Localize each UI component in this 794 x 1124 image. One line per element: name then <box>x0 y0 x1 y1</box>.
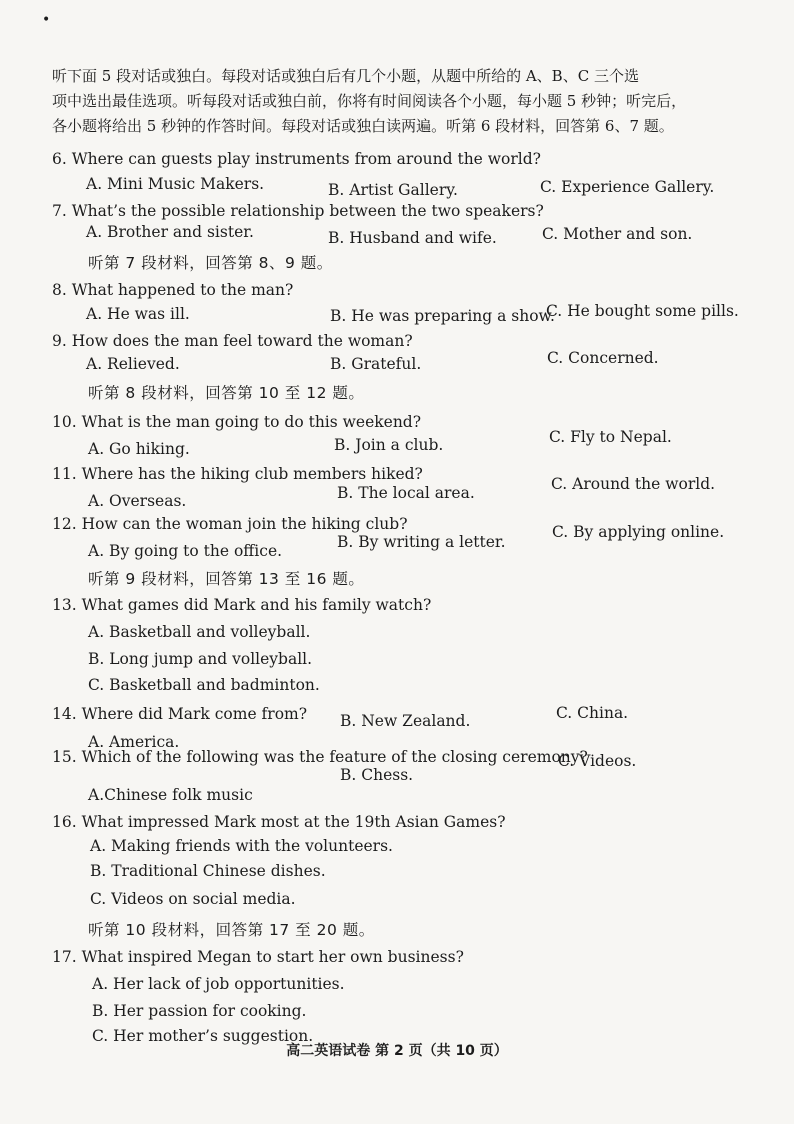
question-14: 14. Where did Mark come from? <box>52 705 308 723</box>
q9-option-b[interactable]: B. Grateful. <box>330 355 422 373</box>
q16-option-c[interactable]: C. Videos on social media. <box>90 890 296 908</box>
q17-option-b[interactable]: B. Her passion for cooking. <box>92 1002 307 1020</box>
q10-option-a[interactable]: A. Go hiking. <box>88 440 190 458</box>
question-6: 6. Where can guests play instruments from around the world? <box>52 150 541 168</box>
page-footer: 高二英语试卷 第 2 页（共 10 页） <box>286 1043 508 1059</box>
q8-option-b[interactable]: B. He was preparing a show. <box>330 307 555 325</box>
q6-option-a[interactable]: A. Mini Music Makers. <box>86 175 265 193</box>
instructions-line-2: 项中选出最佳选项。听每段对话或独白前，你将有时间阅读各个小题，每小题 5 秒钟；听完后， <box>52 92 687 110</box>
q16-option-b[interactable]: B. Traditional Chinese dishes. <box>90 862 326 880</box>
q12-option-b[interactable]: B. By writing a letter. <box>337 533 506 551</box>
q11-option-a[interactable]: A. Overseas. <box>88 492 187 510</box>
instructions-line-1: 听下面 5 段对话或独白。每段对话或独白后有几个小题，从题中所给的 A、B、C 三个选 <box>52 67 639 85</box>
section-9-heading: 听第 9 段材料，回答第 13 至 16 题。 <box>88 570 365 588</box>
question-10: 10. What is the man going to do this weekend? <box>52 413 422 431</box>
q15-option-b[interactable]: B. Chess. <box>340 766 414 784</box>
q11-option-b[interactable]: B. The local area. <box>337 484 475 502</box>
section-10-heading: 听第 10 段材料，回答第 17 至 20 题。 <box>88 921 375 939</box>
q12-option-a[interactable]: A. By going to the office. <box>88 542 283 560</box>
q10-option-b[interactable]: B. Join a club. <box>334 436 444 454</box>
q13-option-c[interactable]: C. Basketball and badminton. <box>88 676 320 694</box>
q13-option-a[interactable]: A. Basketball and volleyball. <box>88 623 311 641</box>
q12-option-c[interactable]: C. By applying online. <box>552 523 725 541</box>
q15-option-c[interactable]: C. Videos. <box>558 752 637 770</box>
question-13: 13. What games did Mark and his family watch? <box>52 596 432 614</box>
q7-option-b[interactable]: B. Husband and wife. <box>328 229 497 247</box>
q7-option-c[interactable]: C. Mother and son. <box>542 225 693 243</box>
q15-option-a[interactable]: A.Chinese folk music <box>88 786 253 804</box>
question-15: 15. Which of the following was the feature of the closing ceremony? <box>52 748 588 766</box>
q8-option-a[interactable]: A. He was ill. <box>86 305 190 323</box>
scan-mark: • <box>42 12 51 28</box>
section-7-heading: 听第 7 段材料，回答第 8、9 题。 <box>88 254 333 272</box>
question-11: 11. Where has the hiking club members hiked? <box>52 465 423 483</box>
question-12: 12. How can the woman join the hiking club? <box>52 515 408 533</box>
q7-option-a[interactable]: A. Brother and sister. <box>86 223 254 241</box>
q14-option-b[interactable]: B. New Zealand. <box>340 712 471 730</box>
question-9: 9. How does the man feel toward the woman? <box>52 332 413 350</box>
q9-option-c[interactable]: C. Concerned. <box>547 349 659 367</box>
q10-option-c[interactable]: C. Fly to Nepal. <box>549 428 672 446</box>
q14-option-a[interactable]: A. America. <box>88 733 180 751</box>
q9-option-a[interactable]: A. Relieved. <box>86 355 180 373</box>
q6-option-c[interactable]: C. Experience Gallery. <box>540 178 715 196</box>
q17-option-c[interactable]: C. Her mother’s suggestion. <box>92 1027 314 1045</box>
question-16: 16. What impressed Mark most at the 19th Asian Games? <box>52 813 506 831</box>
question-17: 17. What inspired Megan to start her own business? <box>52 948 464 966</box>
q13-option-b[interactable]: B. Long jump and volleyball. <box>88 650 313 668</box>
q14-option-c[interactable]: C. China. <box>556 704 629 722</box>
question-8: 8. What happened to the man? <box>52 281 294 299</box>
q8-option-c[interactable]: C. He bought some pills. <box>546 302 739 320</box>
q17-option-a[interactable]: A. Her lack of job opportunities. <box>92 975 345 993</box>
q6-option-b[interactable]: B. Artist Gallery. <box>328 181 458 199</box>
section-8-heading: 听第 8 段材料，回答第 10 至 12 题。 <box>88 384 365 402</box>
q16-option-a[interactable]: A. Making friends with the volunteers. <box>90 837 393 855</box>
q11-option-c[interactable]: C. Around the world. <box>551 475 716 493</box>
instructions-line-3: 各小题将给出 5 秒钟的作答时间。每段对话或独白读两遍。听第 6 段材料，回答第 6、7 题。 <box>52 117 674 135</box>
question-7: 7. What’s the possible relationship between the two speakers? <box>52 202 544 220</box>
